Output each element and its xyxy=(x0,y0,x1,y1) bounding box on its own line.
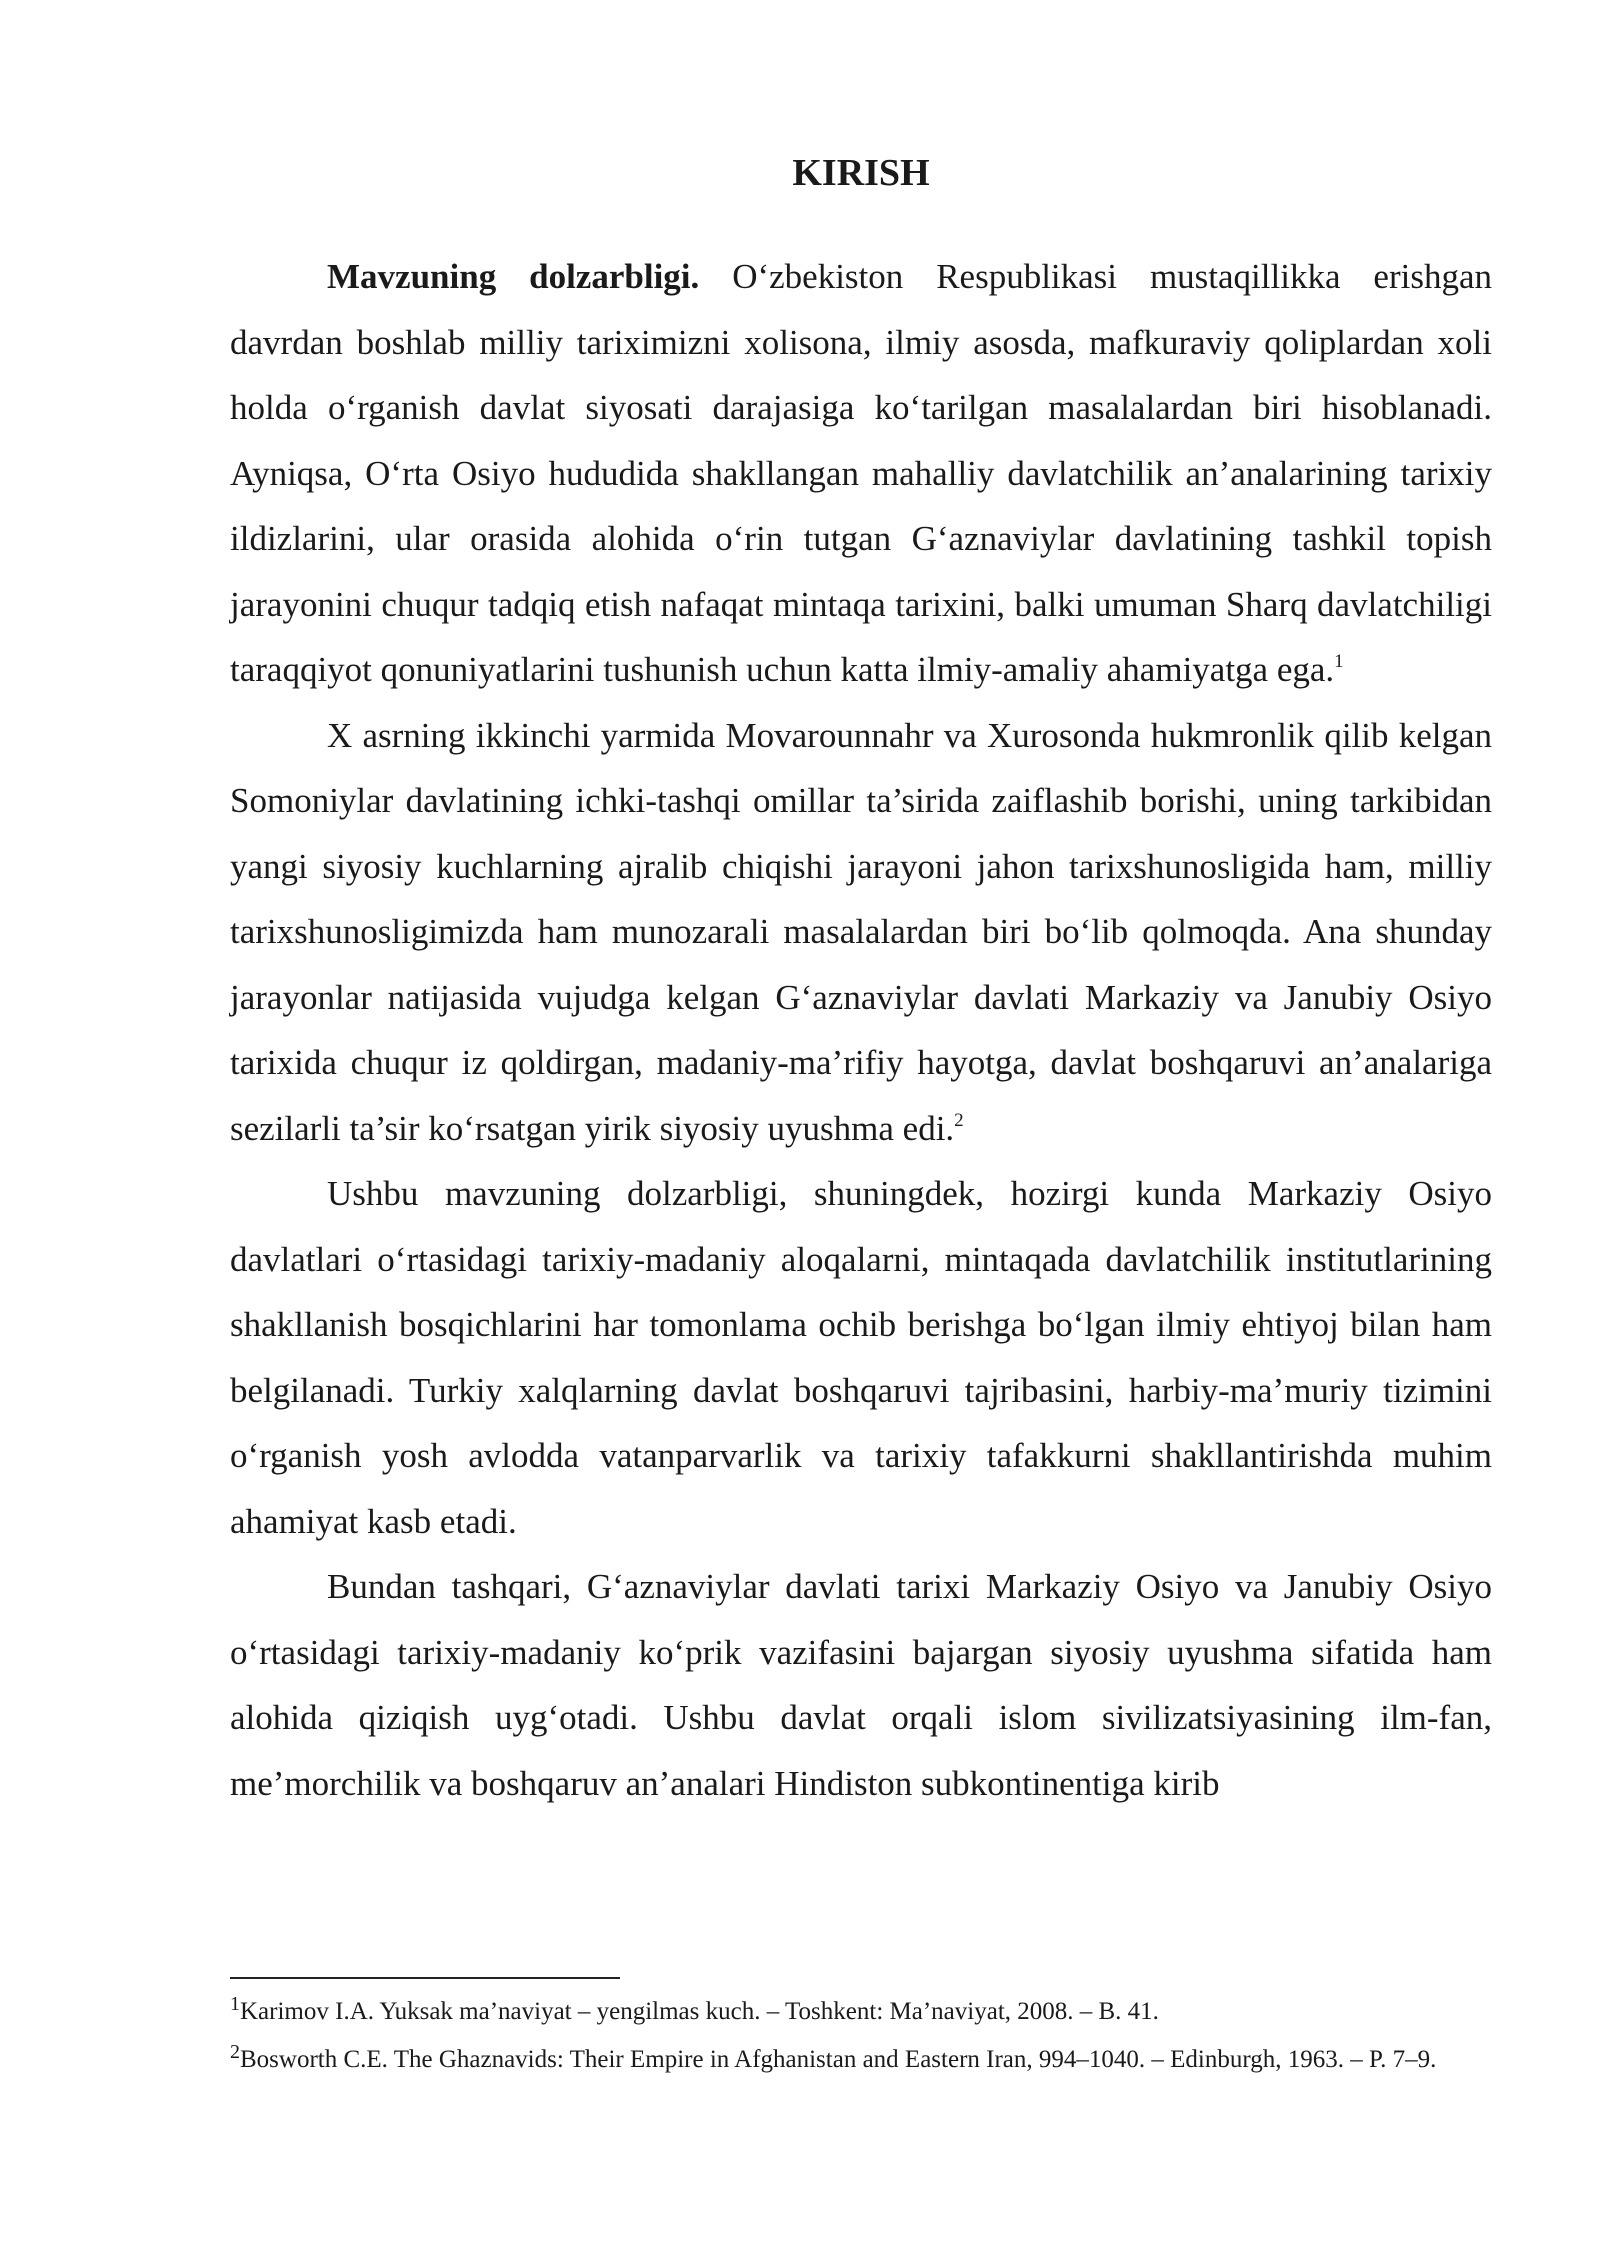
footnote-separator xyxy=(230,1977,620,1979)
footnote-item xyxy=(230,2042,1492,2078)
footnote-reference[interactable]: 2 xyxy=(954,1109,964,1131)
footnote-text: Bosworth C.E. The Ghaznavids: Their Empire in Afghanistan and Eastern Iran, 994–1040. – Edinburgh, 1963. – P. 7–9. xyxy=(240,2046,1437,2073)
chapter-heading: KIRISH xyxy=(792,152,930,194)
paragraph-text: O‘zbekiston Respublikasi mustaqillikka erishgan davrdan boshlab milliy tariximizni xolisona, ilmiy asosda, mafkuraviy qoliplardan xoli holda o‘rganish davlat siyosati darajasiga ko‘tarilgan masalalardan biri hisoblanadi. Ayniqsa, O‘rta Osiyo hududida shakllangan mahalliy davlatchilik an’analarining tarixiy ildizlarini, ular orasida alohida o‘rin tutgan G‘aznaviylar davlatining tashkil topish jarayonini chuqur tadqiq etish nafaqat mintaqa tarixini, balki umuman Sharq davlatchiligi taraqqiyot qonuniyatlarini tushunish uchun katta ilmiy-amaliy ahamiyatga ega. xyxy=(230,257,1492,689)
footnote-text: Karimov I.A. Yuksak ma’naviyat – yengilmas kuch. – Toshkent: Ma’naviyat, 2008. – B. 41. xyxy=(240,1998,1159,2025)
paragraph-significance xyxy=(230,1161,1492,1554)
footnote-reference[interactable]: 1 xyxy=(1334,651,1344,672)
paragraph-lead: Mavzuning dolzarbligi. xyxy=(327,257,700,296)
paragraph-text: X asrning ikkinchi yarmida Movarounnahr va Xurosonda hukmronlik qilib kelgan Somoniylar davlatining ichki-tashqi omillar ta’sirida zaiflashib borishi, uning tarkibidan yangi siyosiy kuchlarning ajralib chiqishi jarayoni jahon tarixshunosligida ham, milliy tarixshunosligimizda ham munozarali masalalardan biri bo‘lib qolmoqda. Ana shunday jarayonlar natijasida vujudga kelgan G‘aznaviylar davlati Markaziy va Janubiy Osiyo tarixida chuqur iz qoldirgan, madaniy-ma’rifiy hayotga, davlat boshqaruvi an’analariga sezilarli ta’sir ko‘rsatgan yirik siyosiy uyushma edi. xyxy=(230,715,1492,1148)
footnotes-section xyxy=(230,1994,1492,2090)
paragraph-samanids xyxy=(230,703,1492,1162)
paragraph-text: Ushbu mavzuning dolzarbligi, shuningdek, hozirgi kunda Markaziy Osiyo davlatlari o‘rtasidagi tarixiy-madaniy aloqalarni, mintaqada davlatchilik institutlarining shakllanish bosqichlarini har tomonlama ochib berishga bo‘lgan ilmiy ehtiyoj bilan ham belgilanadi. Turkiy xalqlarning davlat boshqaruvi tajribasini, harbiy-ma’muriy tizimini o‘rganish yosh avlodda vatanparvarlik va tarixiy tafakkurni shakllantirishda muhim ahamiyat kasb etadi. xyxy=(230,1174,1492,1541)
paragraph-bridge xyxy=(230,1554,1492,1816)
paragraph-relevance xyxy=(230,244,1492,703)
document-body xyxy=(230,150,1492,1816)
paragraph-text: Bundan tashqari, G‘aznaviylar davlati tarixi Markaziy Osiyo va Janubiy Osiyo o‘rtasidagi tarixiy-madaniy ko‘prik vazifasini bajargan siyosiy uyushma sifatida ham alohida qiziqish uyg‘otadi. Ushbu davlat orqali islom sivilizatsiyasining ilm-fan, me’morchilik va boshqaruv an’analari Hindiston subkontinentiga kirib xyxy=(230,1567,1492,1803)
footnote-item xyxy=(230,1994,1492,2030)
footnote-number: 2 xyxy=(230,2041,240,2063)
footnote-number: 1 xyxy=(230,1993,240,2015)
